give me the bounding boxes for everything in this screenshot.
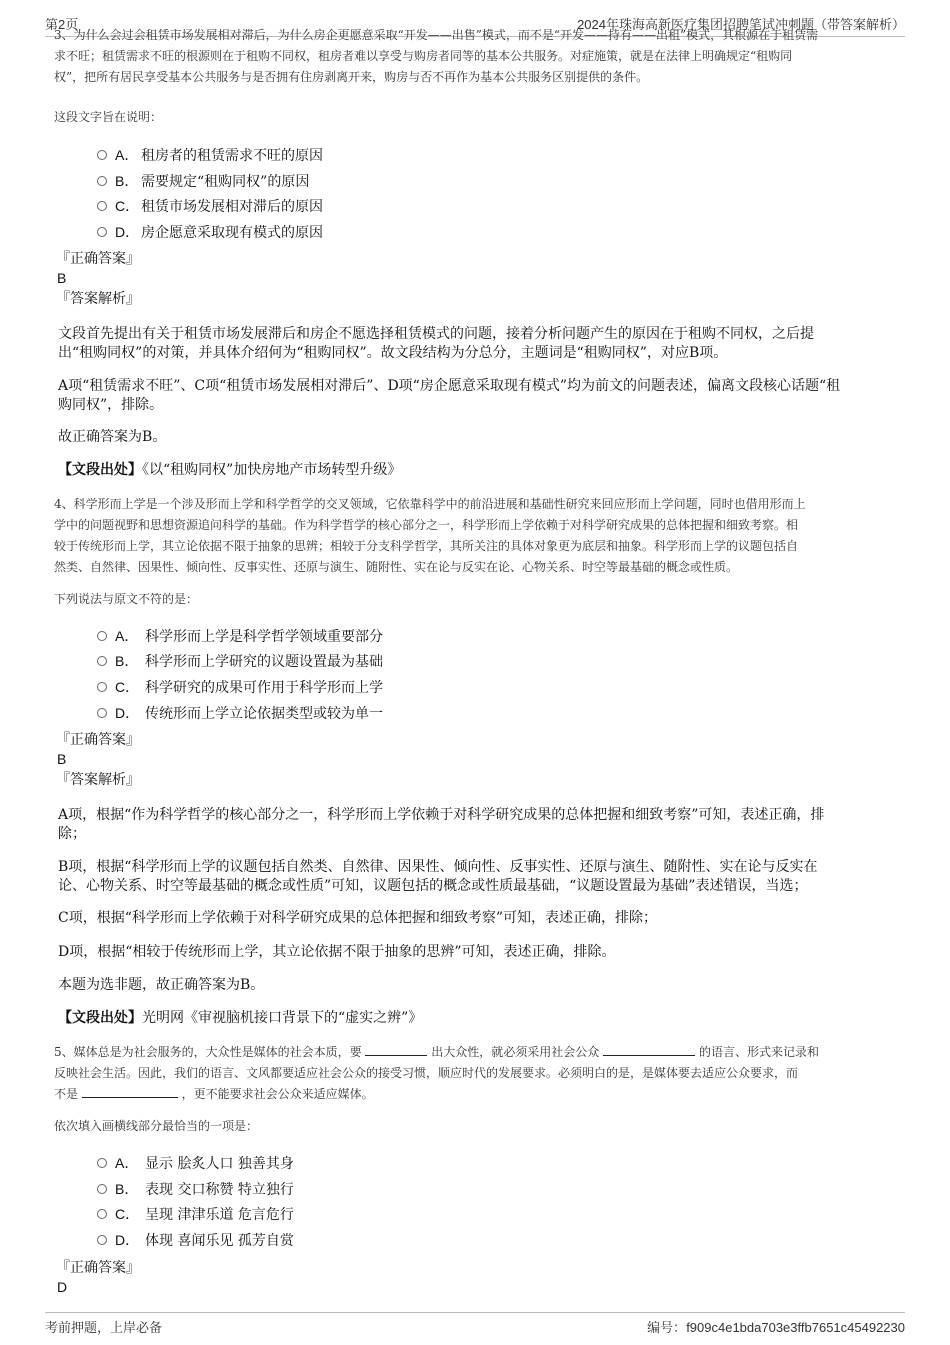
q4-question: 下列说法与原文不符的是： [54,592,199,606]
q4-analysis-para: A项，根据“作为科学哲学的核心部分之一，科学形而上学依赖于对科学研究成果的总体把握和细致考察”可知，表述正确，排 除； [58,807,825,842]
page-number: 第2页 [45,17,79,32]
radio-icon[interactable] [97,708,107,718]
radio-icon[interactable] [97,150,107,160]
q3-answer: B [57,270,67,286]
q4-answer-label: 『正确答案』 [56,732,140,748]
q5-passage: 5、媒体总是为社会服务的，大众性是媒体的社会本质，要 出大众性，就必须采用社会公众 的语言、形式来记录和 反映社会生活。因此，我们的语言、文风都要适应社会公众的接受习惯，顺应时代的发展要求。必须明白的是，是媒体要去适应公众要求，而 不是 ，更不能要求社会公众来适应媒体。 [54,1045,819,1101]
fill-blank [82,1085,178,1098]
q3-analysis-label: 『答案解析』 [56,291,140,307]
q5-option-b[interactable]: B． 表现 交口称赞 特立独行 [97,1179,294,1199]
radio-icon[interactable] [97,176,107,186]
fill-blank [365,1043,427,1056]
footer-slogan: 考前押题，上岸必备 [45,1321,163,1336]
radio-icon[interactable] [97,656,107,666]
q4-option-b[interactable]: B． 科学形而上学研究的议题设置最为基础 [97,651,383,671]
page-footer [45,1312,905,1341]
radio-icon[interactable] [97,1158,107,1168]
source-label: 【文段出处】 [58,462,142,478]
q3-option-d[interactable]: D． 房企愿意采取现有模式的原因 [97,222,323,242]
q3-source [58,461,401,480]
serial-label: 编号： [647,1320,687,1335]
q3-passage [54,28,904,97]
q3-option-c[interactable]: C． 租赁市场发展相对滞后的原因 [97,196,323,216]
q3-analysis-para: 文段首先提出有关于租赁市场发展滞后和房企不愿选择租赁模式的问题，接着分析问题产生的原因在于租购不同权，之后提 出“租购同权”的对策，并具体介绍何为“租购同权”。故文段结构为分总分，主题词是“租购同权”，对应B项。 [58,326,814,361]
q4-answer: B [57,751,67,767]
footer-serial [647,1317,905,1336]
q3-option-a[interactable]: A． 租房者的租赁需求不旺的原因 [97,145,323,165]
q3-passage-line: 求不旺；租赁需求不旺的根源则在于租购不同权，租房者难以享受与购房者同等的基本公共服务。对症施策，就是在法律上明确规定“租购同 [54,49,793,63]
q5-question: 依次填入画横线部分最恰当的一项是： [54,1119,259,1133]
q5-answer-label: 『正确答案』 [56,1260,140,1276]
q3-answer-label: 『正确答案』 [56,251,140,267]
source-text: 光明网《审视脑机接口背景下的“虚实之辨”》 [142,1010,423,1026]
source-label: 【文段出处】 [58,1010,142,1026]
q4-analysis-para: D项，根据“相较于传统形而上学，其立论依据不限于抽象的思辨”可知，表述正确，排除。 [58,944,616,960]
q3-option-b[interactable]: B． 需要规定“租购同权”的原因 [97,171,309,191]
radio-icon[interactable] [97,631,107,641]
q3-question: 这段文字旨在说明： [54,110,163,124]
radio-icon[interactable] [97,1235,107,1245]
q4-analysis-label: 『答案解析』 [56,772,140,788]
serial-number: f909c4e1bda703e3ffb7651c45492230 [686,1320,905,1335]
q3-passage-line: 3、为什么会过会租赁市场发展相对滞后，为什么房企更愿意采取“开发——出售”模式，而不是“开发——持有——出租”模式，其根源在于租赁需 [54,28,819,42]
fill-blank [603,1043,695,1056]
document-title: 2024年珠海高新医疗集团招聘笔试冲刺题（带答案解析） [577,17,905,32]
q4-analysis-conclusion: 本题为选非题，故正确答案为B。 [58,977,265,993]
source-text: 《以“租购同权”加快房地产市场转型升级》 [142,462,402,478]
q5-option-a[interactable]: A． 显示 脍炙人口 独善其身 [97,1153,294,1173]
q4-option-a[interactable]: A． 科学形而上学是科学哲学领域重要部分 [97,626,383,646]
q5-answer: D [57,1279,68,1295]
q4-analysis-para: B项，根据“科学形而上学的议题包括自然类、自然律、因果性、倾向性、反事实性、还原与演生、随附性、实在论与反实在 论、心物关系、时空等最基础的概念或性质”可知，议题包括的概念或性质最基础，“议题设置最为基础”表述错误，当选； [58,859,818,894]
q3-analysis-conclusion: 故正确答案为B。 [58,429,167,445]
q3-passage-line: 权”，把所有居民享受基本公共服务与是否拥有住房剥离开来，购房与否不再作为基本公共服务区别提供的条件。 [54,70,649,84]
q5-option-d[interactable]: D． 体现 喜闻乐见 孤芳自赏 [97,1230,294,1250]
q4-source [58,1009,422,1028]
q4-option-c[interactable]: C． 科学研究的成果可作用于科学形而上学 [97,677,383,697]
q4-passage: 4、科学形而上学是一个涉及形而上学和科学哲学的交叉领域，它依靠科学中的前沿进展和基础性研究来回应形而上学问题，同时也借用形而上 学中的问题视野和思想资源追问科学的基础。作为科学哲学的核心部分之一，科学形而上学依赖于对科学研究成果的总体把握和细致考察。相 较于传统形而上学，其立论依据不限于抽象的思辨；相较于分支科学哲学，其所关注的具体对象更为底层和抽象。科学形而上学的议题包括自 然类、自然律、因果性、倾向性、反事实性、还原与演生、随附性、实在论与反实在论、心物关系、时空等最基础的概念或性质。 [54,497,806,574]
q3-analysis-para: A项“租赁需求不旺”、C项“租赁市场发展相对滞后”、D项“房企愿意采取现有模式”均为前文的问题表述，偏离文段核心话题“租 购同权”，排除。 [58,378,841,413]
q4-option-d[interactable]: D． 传统形而上学立论依据类型或较为单一 [97,703,383,723]
radio-icon[interactable] [97,1209,107,1219]
radio-icon[interactable] [97,682,107,692]
q5-option-c[interactable]: C． 呈现 津津乐道 危言危行 [97,1204,294,1224]
radio-icon[interactable] [97,1184,107,1194]
radio-icon[interactable] [97,201,107,211]
radio-icon[interactable] [97,227,107,237]
q4-analysis-para: C项，根据“科学形而上学依赖于对科学研究成果的总体把握和细致考察”可知，表述正确，排除； [58,910,658,926]
